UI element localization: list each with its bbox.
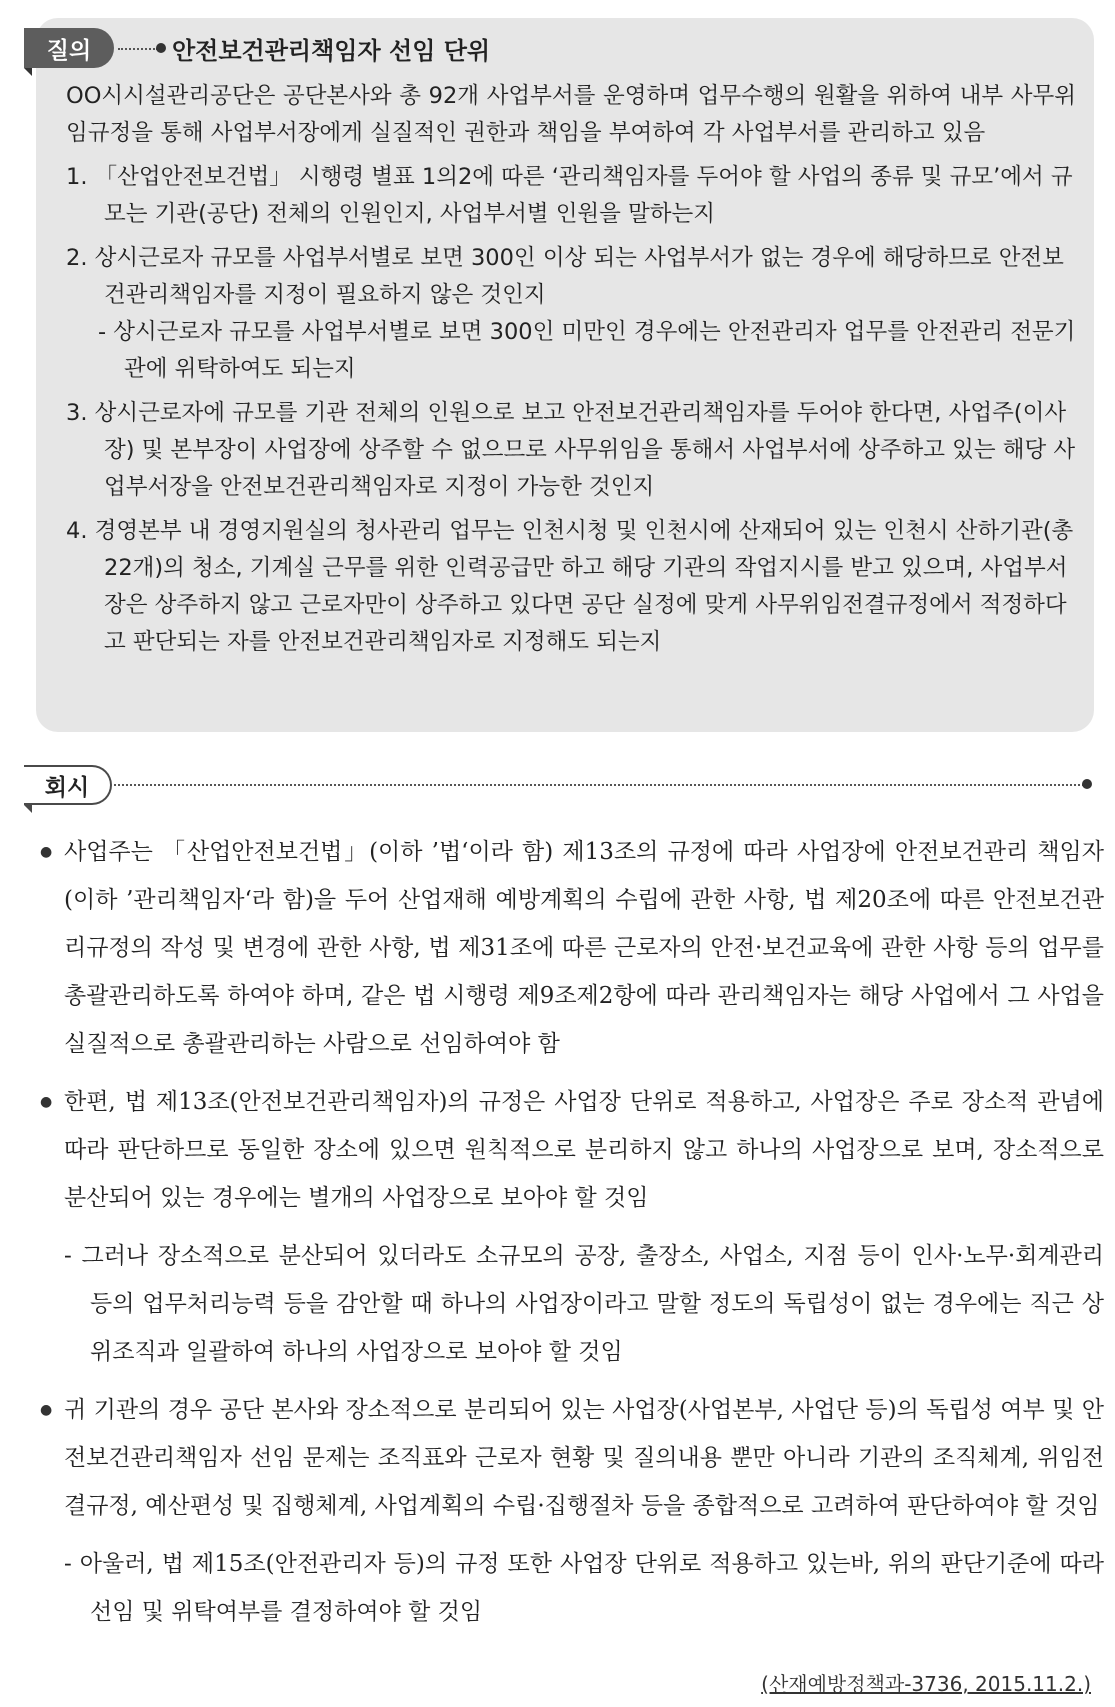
answer-tag: 회시 (24, 765, 112, 805)
question-item-4: 4. 경영본부 내 경영지원실의 청사관리 업무는 인천시청 및 인천시에 산재되어 있는 인천시 산하기관(총 22개)의 청소, 기계실 근무를 위한 인력공급만 하고 해당 기관의 작업지시를 받고 있으며, 사업부서장은 상주하지 않고 근로자만이 상주하고 있다면 공단 실정에 맞게 사무위임전결규정에서 적정하다고 판단되는 자를 안전보건관리책임자로 지정해도 되는지 (66, 518, 1074, 655)
question-body (66, 78, 1076, 661)
question-tag: 질의 (24, 28, 114, 68)
question-title-bullet-icon (156, 43, 166, 53)
question-item-3: 3. 상시근로자에 규모를 기관 전체의 인원으로 보고 안전보건관리책임자를 두어야 한다면, 사업주(이사장) 및 본부장이 사업장에 상주할 수 없으므로 사무위임을 통해서 사업부서에 상주하고 있는 해당 사업부서장을 안전보건관리책임자로 지정이 가능한 것인지 (66, 400, 1076, 500)
answer-paragraph-2: ● 한편, 법 제13조(안전보건관리책임자)의 규정은 사업장 단위로 적용하고, 사업장은 주로 장소적 관념에 따라 판단하므로 동일한 장소에 있으면 원칙적으로 분리하지 않고 하나의 사업장으로 보며, 장소적으로 분산되어 있는 경우에는 별개의 사업장으로 보아야 할 것임 (40, 1078, 1104, 1222)
answer-divider (114, 784, 1084, 786)
citation: (산재예방정책과-3736, 2015.11.2.) (761, 1672, 1091, 1696)
question-item-2-sub: - 상시근로자 규모를 사업부서별로 보면 300인 미만인 경우에는 안전관리자 업무를 안전관리 전문기관에 위탁하여도 되는지 (98, 319, 1076, 382)
question-intro: OO시시설관리공단은 공단본사와 총 92개 사업부서를 운영하며 업무수행의 원활을 위하여 내부 사무위임규정을 통해 사업부서장에게 실질적인 권한과 책임을 부여하여 각 사업부서를 관리하고 있음 (66, 83, 1076, 146)
answer-paragraph-3: ● 귀 기관의 경우 공단 본사와 장소적으로 분리되어 있는 사업장(사업본부, 사업단 등)의 독립성 여부 및 안전보건관리책임자 선임 문제는 조직표와 근로자 현황 및 질의내용 뿐만 아니라 기관의 조직체계, 위임전결규정, 예산편성 및 집행체계, 사업계획의 수립·집행절차 등을 종합적으로 고려하여 판단하여야 할 것임 (40, 1386, 1104, 1530)
question-item-2: 2. 상시근로자 규모를 사업부서별로 보면 300인 이상 되는 사업부서가 없는 경우에 해당하므로 안전보건관리책임자를 지정이 필요하지 않은 것인지 (66, 245, 1064, 308)
question-tag-leader (118, 48, 158, 50)
answer-paragraph-2-sub: - 그러나 장소적으로 분산되어 있더라도 소규모의 공장, 출장소, 사업소, 지점 등이 인사·노무·회계관리 등의 업무처리능력 등을 감안할 때 하나의 사업장이라고 말할 정도의 독립성이 없는 경우에는 직근 상위조직과 일괄하여 하나의 사업장으로 보아야 할 것임 (64, 1243, 1104, 1365)
answer-tag-fold (24, 805, 32, 813)
answer-paragraph-3-sub: - 아울러, 법 제15조(안전관리자 등)의 규정 또한 사업장 단위로 적용하고 있는바, 위의 판단기준에 따라 선임 및 위탁여부를 결정하여야 할 것임 (64, 1551, 1104, 1625)
answer-divider-end-icon (1082, 779, 1092, 789)
answer-body (40, 828, 1104, 1646)
question-item-1: 1. 「산업안전보건법」 시행령 별표 1의2에 따른 ‘관리책임자를 두어야 할 사업의 종류 및 규모’에서 규모는 기관(공단) 전체의 인원인지, 사업부서별 인원을 말하는지 (66, 164, 1073, 227)
question-tag-fold (24, 68, 32, 76)
question-title: 안전보건관리책임자 선임 단위 (172, 37, 491, 65)
answer-paragraph-1: ● 사업주는 「산업안전보건법」(이하 ’법‘이라 함) 제13조의 규정에 따라 사업장에 안전보건관리 책임자(이하 ’관리책임자‘라 함)을 두어 산업재해 예방계획의 수립에 관한 사항, 법 제20조에 따른 안전보건관리규정의 작성 및 변경에 관한 사항, 법 제31조에 따른 근로자의 안전·보건교육에 관한 사항 등의 업무를 총괄관리하도록 하여야 하며, 같은 법 시행령 제9조제2항에 따라 관리책임자는 해당 사업에서 그 사업을 실질적으로 총괄관리하는 사람으로 선임하여야 함 (40, 828, 1104, 1068)
